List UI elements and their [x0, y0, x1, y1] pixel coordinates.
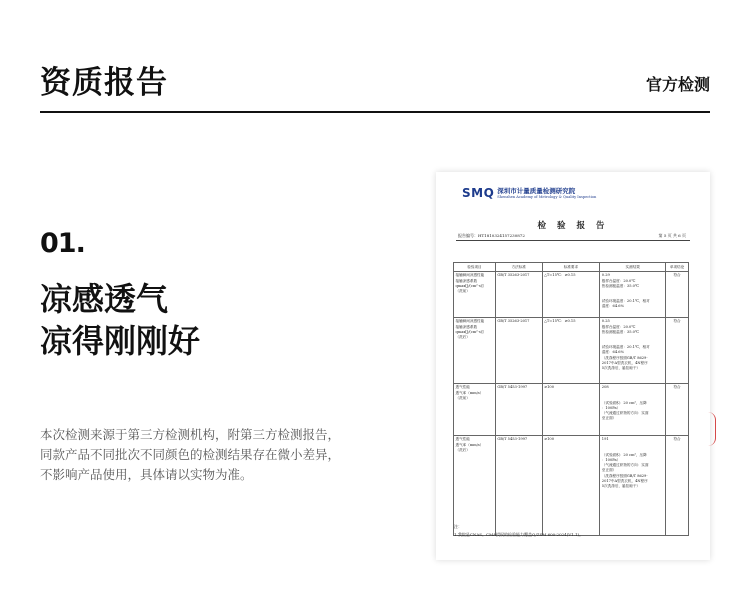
table-row — [454, 384, 689, 436]
headline-line: 凉感透气 — [40, 280, 169, 318]
cell-line: （洗后） — [455, 335, 470, 340]
report-table — [453, 262, 689, 536]
report-page: 第 5 页 共 6 页 — [658, 233, 686, 238]
method-cell: GB/T 35263-2017 — [495, 318, 542, 384]
cell-line: ：100Pa） — [601, 457, 621, 462]
cell-line: 极样台温度：20.0℃ — [601, 278, 636, 283]
table-row — [454, 318, 689, 384]
cell-line — [602, 391, 664, 401]
item-cell — [454, 318, 496, 384]
column-header: 检验项目 — [454, 263, 496, 272]
cell-line: 5次洗涤后，悬挂晾干） — [601, 484, 641, 489]
requirement-cell: △T=15℃：≥0.15 — [542, 318, 600, 384]
method-cell: GB/T 5453-1997 — [495, 384, 542, 436]
cell-line: （洗后） — [455, 447, 470, 452]
seal-mark — [703, 412, 716, 446]
cell-line: 热检测板温度：35.0℃ — [601, 329, 639, 334]
report-divider — [456, 240, 690, 241]
cell-line — [602, 443, 664, 453]
test-report-document — [436, 172, 710, 560]
result-cell — [600, 436, 666, 536]
column-header: 单项结论 — [666, 263, 689, 272]
page-title: 资质报告 — [40, 65, 168, 101]
cell-line: qmax[J/(cm²·s)] — [455, 329, 484, 334]
cell-line: 湿度：64.6% — [601, 350, 624, 355]
cell-line: 试验环境温度：20.1℃，相对 — [601, 345, 650, 350]
cell-line: （气流通过织物的方向：实面 — [601, 411, 649, 416]
cell-line: ：100Pa） — [601, 405, 621, 410]
cell-line: 5次洗涤后，悬挂晾干） — [601, 366, 641, 371]
cell-line: （试验面积：20 cm²，压降 — [601, 400, 647, 405]
institute-logo — [462, 186, 596, 200]
cell-line: （洗前） — [455, 289, 470, 294]
result-cell — [600, 272, 666, 318]
note-line: 本次检测来源于第三方检测机构，附第三方检测报告， — [40, 427, 341, 442]
note-line: 不影响产品使用，具体请以实物为准。 — [40, 467, 253, 482]
cell-line — [602, 289, 664, 299]
verdict-cell: 符合 — [666, 272, 689, 318]
report-number: 报告编号：HT1810324157230872 — [458, 233, 525, 238]
cell-line: 208 — [601, 385, 609, 390]
cell-line: 至正面） — [601, 416, 617, 421]
column-header: 方法标准 — [495, 263, 542, 272]
cell-line: 0.25 — [601, 319, 610, 324]
column-header: 实测结果 — [600, 263, 666, 272]
cell-line: 试验环境温度：20.1℃，相对 — [601, 299, 650, 304]
cell-line: 透气率（mm/s） — [455, 390, 484, 395]
footer-label: 注： — [454, 524, 462, 529]
table-row — [454, 436, 689, 536]
cell-line: （洗涤程序按照GB/T 8629- — [601, 473, 648, 478]
table-row — [454, 272, 689, 318]
cell-line: 接触凉感系数 — [455, 324, 478, 329]
section-headline — [40, 278, 200, 362]
cell-line: 至正面） — [601, 468, 617, 473]
table-header-row — [454, 263, 689, 272]
cell-line: （洗涤程序按照GB/T 8629- — [601, 355, 648, 360]
footer-note: 1.我院是CNAS、CMA授权的检验能力覆盖Q/ZSM 600-2024(V1.1)。 — [454, 532, 584, 537]
cell-line — [602, 335, 664, 345]
cell-line: 191 — [601, 437, 609, 442]
official-test-tag: 官方检测 — [645, 75, 710, 94]
report-title: 检 验 报 告 — [537, 221, 609, 231]
cell-line: 接触瞬间凉感性能 — [455, 319, 485, 324]
cell-line: 透气性能 — [455, 385, 470, 390]
institute-name-en: Shenzhen Academy of Metrology & Quality Inspection — [497, 194, 597, 199]
note-line: 同款产品不同批次不同颜色的检测结果存在微小差异， — [40, 447, 341, 462]
cell-line: 透气率（mm/s） — [455, 442, 484, 447]
result-cell — [600, 318, 666, 384]
cell-line: 2017中A型洗衣机，4N程序 — [601, 479, 648, 484]
cell-line: （气流通过织物的方向：实面 — [601, 463, 649, 468]
cell-line: （洗前） — [455, 395, 470, 400]
verdict-cell: 符合 — [666, 318, 689, 384]
method-cell: GB/T 5453-1997 — [495, 436, 542, 536]
requirement-cell: △T=15℃：≥0.15 — [542, 272, 600, 318]
verdict-cell: 符合 — [666, 436, 689, 536]
item-cell — [454, 436, 496, 536]
disclaimer-note — [40, 425, 380, 485]
cell-line: 透气性能 — [455, 437, 470, 442]
headline-line: 凉得刚刚好 — [40, 322, 201, 360]
item-cell — [454, 384, 496, 436]
cell-line: 接触瞬间凉感性能 — [455, 273, 485, 278]
cell-line: （试验面积：20 cm²，压降 — [601, 452, 647, 457]
section-number: 01. — [40, 228, 85, 259]
cell-line: qmax[J/(cm²·s)] — [455, 283, 484, 288]
column-header: 标准要求 — [542, 263, 600, 272]
result-cell — [600, 384, 666, 436]
header-divider — [40, 111, 710, 113]
method-cell: GB/T 35263-2017 — [495, 272, 542, 318]
logo-mark: SMQ — [462, 186, 495, 200]
institute-name: 深圳市计量质量检测研究院 — [497, 186, 576, 195]
requirement-cell: ≥100 — [542, 436, 600, 536]
cell-line: 湿度：64.6% — [601, 304, 624, 309]
cell-line: 2017中A型洗衣机，4N程序 — [601, 361, 648, 366]
cell-line: 极样台温度：20.0℃ — [601, 324, 636, 329]
item-cell — [454, 272, 496, 318]
cell-line: 接触凉感系数 — [455, 278, 478, 283]
cell-line: 0.29 — [601, 273, 610, 278]
verdict-cell: 符合 — [666, 384, 689, 436]
requirement-cell: ≥100 — [542, 384, 600, 436]
cell-line: 热检测板温度：35.0℃ — [601, 283, 639, 288]
